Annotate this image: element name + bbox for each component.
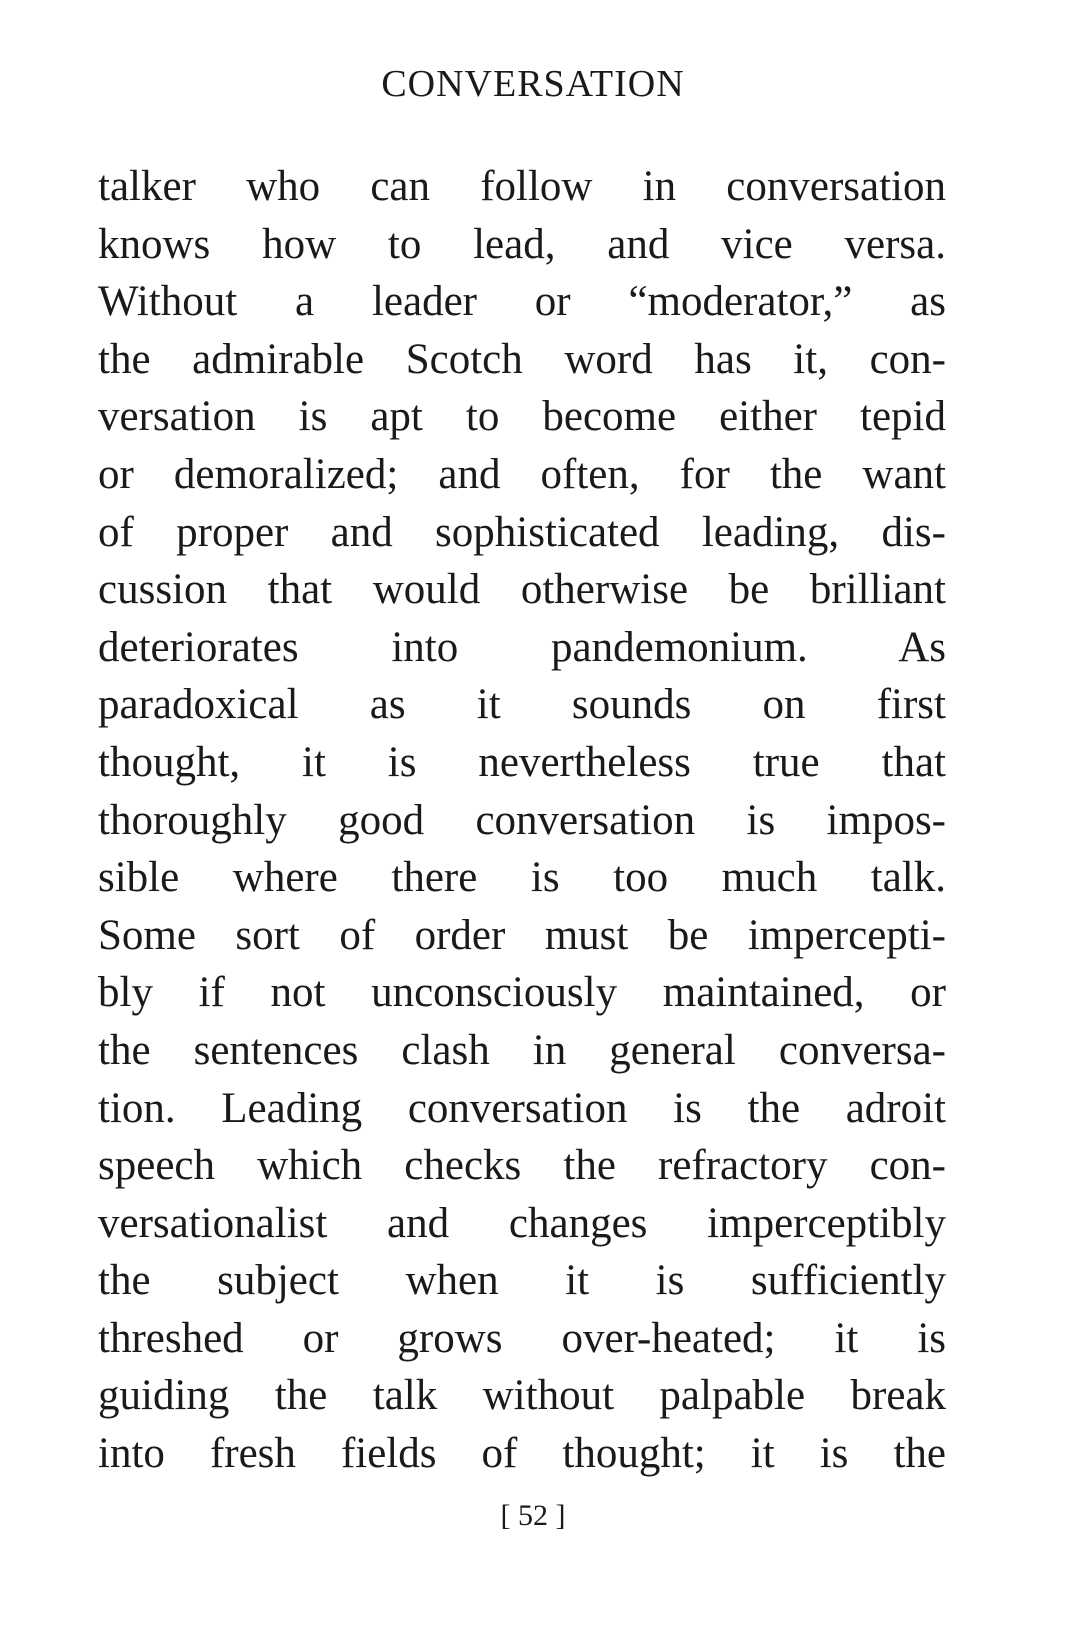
text-line: speech which checks the refractory con- (98, 1142, 946, 1190)
text-line: versationalist and changes imperceptibly (98, 1199, 946, 1247)
running-title: CONVERSATION (381, 63, 685, 105)
text-line: talker who can follow in conversation (98, 163, 946, 210)
text-line: sible where there is too much talk. (98, 854, 946, 902)
text-line: Without a leader or “moderator,” as (98, 278, 946, 326)
text-line: threshed or grows over-heated; it is (98, 1314, 946, 1362)
text-line: of proper and sophisticated leading, dis- (98, 508, 946, 556)
text-line: the sentences clash in general conversa- (98, 1026, 946, 1074)
text-line: thoroughly good conversation is impos- (98, 796, 946, 844)
text-line: deteriorates into pandemonium. As (98, 623, 946, 671)
text-line: cussion that would otherwise be brilliant (98, 566, 946, 614)
text-line: versation is apt to become either tepid (98, 393, 946, 441)
text-line: bly if not unconsciously maintained, or (98, 969, 946, 1017)
body-paragraph (98, 158, 946, 1483)
text-line: guiding the talk without palpable break (98, 1372, 946, 1420)
text-line: knows how to lead, and vice versa. (98, 220, 946, 268)
text-line: the subject when it is sufficiently (98, 1257, 946, 1305)
text-line: Some sort of order must be impercepti- (98, 911, 946, 959)
text-line: tion. Leading conversation is the adroit (98, 1084, 946, 1132)
text-line: thought, it is nevertheless true that (98, 738, 946, 786)
text-line: paradoxical as it sounds on first (98, 681, 946, 729)
page-number: [ 52 ] (500, 1499, 566, 1532)
text-line: the admirable Scotch word has it, con- (98, 335, 946, 383)
text-line: into fresh fields of thought; it is the (98, 1430, 946, 1478)
text-line: or demoralized; and often, for the want (98, 450, 946, 498)
